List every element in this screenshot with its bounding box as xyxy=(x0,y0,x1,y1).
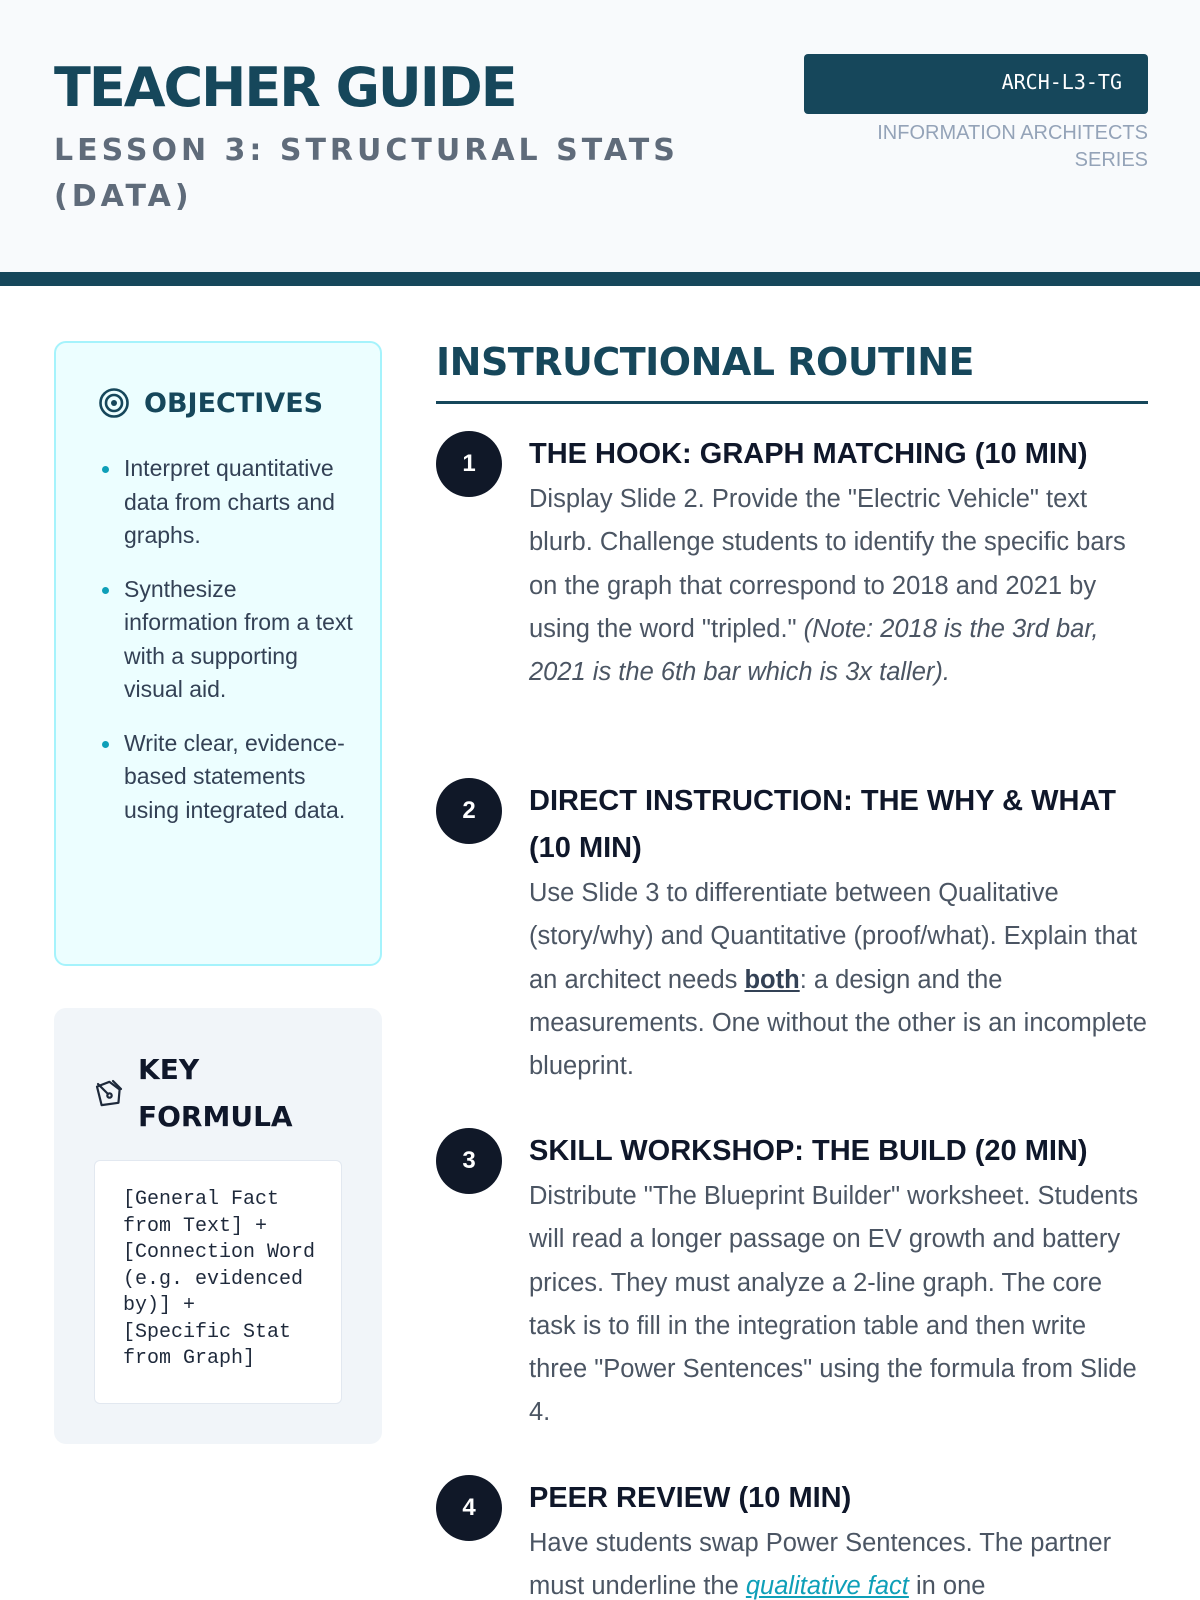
series-label: INFORMATION ARCHITECTS SERIES xyxy=(877,122,1148,171)
header-divider xyxy=(0,272,1200,286)
formula-title: KEY FORMULA xyxy=(138,1053,293,1133)
objectives-card xyxy=(54,341,382,966)
emphasis-word: both xyxy=(744,965,800,994)
objective-item: Write clear, evidence-based statements using integrated data. xyxy=(124,727,354,828)
objectives-title: OBJECTIVES xyxy=(144,387,324,419)
step-body xyxy=(529,1128,1148,1435)
step-number-badge: 3 xyxy=(436,1128,502,1194)
routine-title: INSTRUCTIONAL ROUTINE xyxy=(436,340,974,384)
page-title: TEACHER GUIDE xyxy=(54,56,516,119)
step-description: Distribute "The Blueprint Builder" worksheet. Students will read a longer passage on EV growth and battery prices. They must analyze a 2-line graph. The core task is to fill in the integration table and then write three "Power Sentences" using the formula from Slide 4. xyxy=(529,1182,1139,1427)
step-note: (Note: 2018 is the 3rd bar, 2021 is the 6th bar which is 3x taller). xyxy=(529,614,1099,687)
step-description xyxy=(529,1522,1148,1600)
step-text: Use Slide 3 to differentiate between Qualitative (story/why) and Quantitative (proof/what). Explain that an architect needs xyxy=(529,879,1138,994)
objectives-header xyxy=(98,387,323,419)
qualitative-fact-term: qualitative fact xyxy=(745,1572,909,1600)
step-description xyxy=(529,872,1148,1088)
objective-item: Synthesize information from a text with a supporting visual aid. xyxy=(124,573,354,707)
objectives-list xyxy=(124,452,354,847)
lesson-code-badge: ARCH-L3-TG xyxy=(804,54,1148,114)
step-text: in one xyxy=(908,1572,986,1600)
step-number-badge: 4 xyxy=(436,1475,502,1541)
key-formula-card xyxy=(54,1008,382,1444)
formula-header xyxy=(94,1046,308,1140)
step-text: Display Slide 2. Provide the "Electric Vehicle" text blurb. Challenge students to identify the specific bars on the graph that correspond to 2018 and 2021 by using the word "tripled." xyxy=(529,485,1126,643)
step-number-badge: 1 xyxy=(436,431,502,497)
step-body xyxy=(529,1475,1148,1600)
pen-nib-icon xyxy=(94,1078,124,1108)
step-body xyxy=(529,431,1148,694)
formula-code-box: [General Fact from Text] + [Connection Word (e.g. evidenced by)] + [Specific Stat from Graph] xyxy=(94,1160,342,1404)
step-number-badge: 2 xyxy=(436,778,502,844)
step-title: SKILL WORKSHOP: THE BUILD (20 MIN) xyxy=(529,1135,1088,1167)
step-title: THE HOOK: GRAPH MATCHING (10 MIN) xyxy=(529,438,1088,470)
routine-title-rule xyxy=(436,401,1148,404)
page-header xyxy=(0,0,1200,272)
target-icon xyxy=(98,387,130,419)
step-body xyxy=(529,778,1148,1088)
lesson-subtitle: LESSON 3: STRUCTURAL STATS (DATA) xyxy=(54,133,679,214)
step-title: PEER REVIEW (10 MIN) xyxy=(529,1482,852,1514)
step-title: DIRECT INSTRUCTION: THE WHY & WHAT (10 MIN) xyxy=(529,785,1116,864)
step-text: Have students swap Power Sentences. The partner must underline the xyxy=(529,1529,1112,1600)
step-text: : a design and the measurements. One without the other is an incomplete blueprint. xyxy=(529,965,1147,1081)
step-description xyxy=(529,478,1148,694)
objective-item: Interpret quantitative data from charts and graphs. xyxy=(124,452,354,553)
